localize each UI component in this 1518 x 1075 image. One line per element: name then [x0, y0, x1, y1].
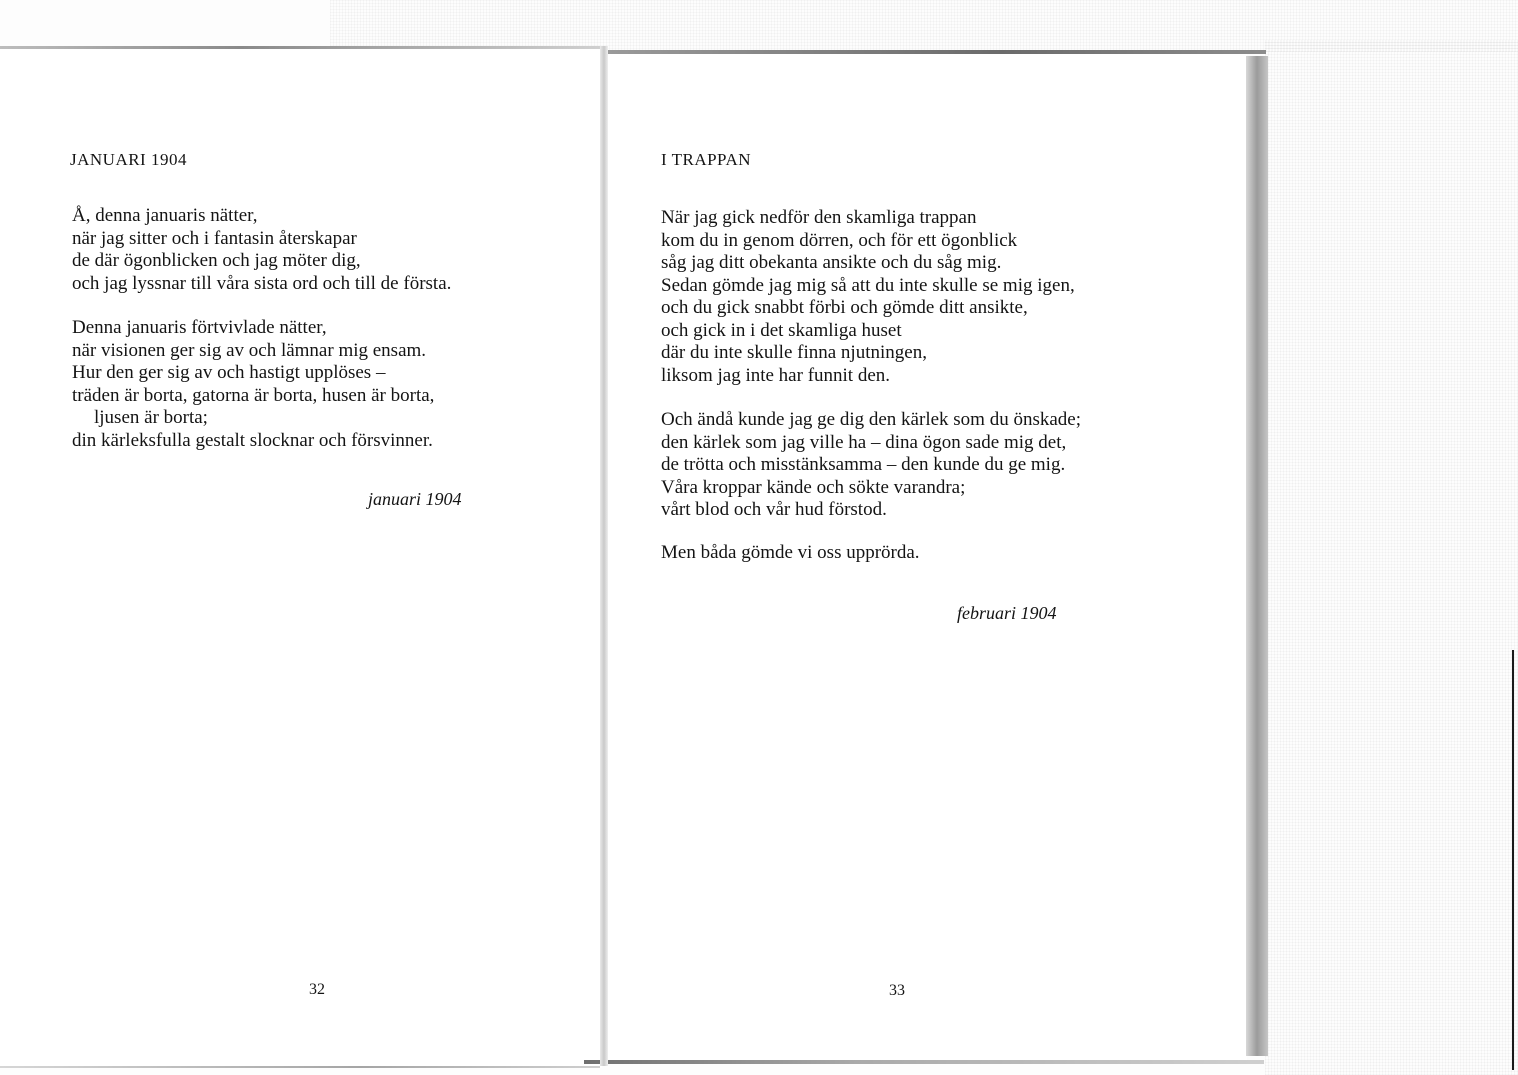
scan-edge — [1512, 650, 1514, 1070]
poem-line: liksom jag inte har funnit den. — [661, 364, 891, 386]
poem-line: såg jag ditt obekanta ansikte och du såg mig. — [661, 252, 1002, 273]
poem-title: I TRAPPAN — [661, 150, 752, 169]
poem-line: Sedan gömde jag mig så att du inte skulle se mig igen, — [661, 274, 1075, 296]
right-page-top-edge — [606, 50, 1266, 54]
scanner-noise-right — [1265, 40, 1518, 1075]
poem-line: och jag lyssnar till våra sista ord och till de första. — [72, 272, 452, 294]
poem-line: När jag gick nedför den skamliga trappan — [661, 207, 977, 228]
poem-line: och gick in i det skamliga huset — [661, 319, 902, 341]
poem-date: januari 1904 — [368, 489, 462, 509]
page-number: 32 — [309, 981, 325, 998]
poem-line: vårt blod och vår hud förstod. — [661, 499, 887, 520]
poem-line: Å, denna januaris nätter, — [72, 205, 258, 226]
poem-line: när jag sitter och i fantasin återskapar — [72, 227, 357, 249]
left-page — [0, 46, 602, 1068]
poem-line: och du gick snabbt förbi och gömde ditt ansikte, — [661, 297, 1028, 318]
poem-stanza — [72, 205, 451, 295]
poem-line: Våra kroppar kände och sökte varandra; — [661, 476, 966, 498]
poem-title: JANUARI 1904 — [70, 150, 187, 169]
poem-line: där du inte skulle finna njutningen, — [661, 342, 927, 363]
left-page-bottom-edge — [0, 1066, 600, 1068]
poem-line: Och ändå kunde jag ge dig den kärlek som du önskade; — [661, 409, 1081, 430]
page-number: 33 — [889, 982, 905, 999]
right-page-edge-shadow — [1246, 56, 1268, 1056]
poem-line: din kärleksfulla gestalt slocknar och försvinner. — [72, 429, 433, 451]
right-page-bottom-edge — [584, 1060, 1264, 1064]
poem-line: Denna januaris förtvivlade nätter, — [72, 317, 327, 338]
poem-stanza — [661, 542, 920, 565]
poem-line: Hur den ger sig av och hastigt upplöses – — [72, 362, 386, 383]
poem-line: träden är borta, gatorna är borta, husen är borta, — [72, 384, 435, 406]
left-page-top-edge — [0, 46, 602, 49]
poem-stanza — [72, 317, 434, 452]
poem-line: den kärlek som jag ville ha – dina ögon sade mig det, — [661, 431, 1067, 453]
poem-stanza — [661, 207, 1075, 387]
poem-line: Men båda gömde vi oss upprörda. — [661, 542, 920, 563]
poem-line: de där ögonblicken och jag möter dig, — [72, 250, 361, 271]
poem-stanza — [661, 409, 1081, 522]
poem-line: när visionen ger sig av och lämnar mig ensam. — [72, 339, 427, 361]
poem-line: ljusen är borta; — [94, 407, 208, 428]
poem-line: kom du in genom dörren, och för ett ögonblick — [661, 229, 1018, 251]
poem-line: de trötta och misstänksamma – den kunde du ge mig. — [661, 454, 1066, 475]
poem-date: februari 1904 — [957, 603, 1057, 623]
book-gutter — [600, 46, 608, 1066]
